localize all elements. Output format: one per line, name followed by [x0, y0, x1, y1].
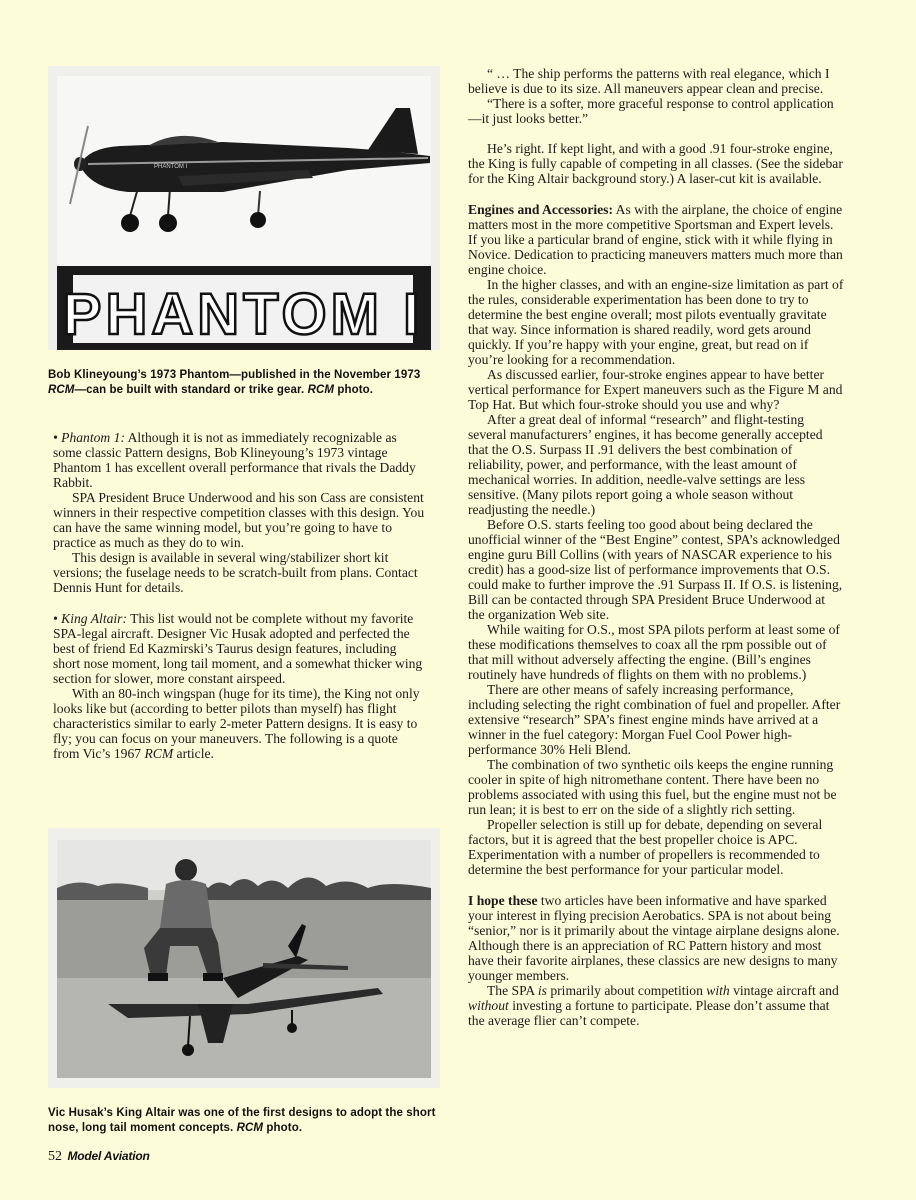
phantom-label: • Phantom 1: [53, 430, 125, 445]
engines-paragraph [468, 202, 844, 277]
page-number: 52 [48, 1149, 62, 1164]
quote-paragraph-1: “ … The ship performs the patterns with real elegance, which I believe is due to its size. All maneuvers appear clean and precise. [468, 66, 830, 96]
caption2-text-a: Vic Husak’s King Altair was one of the first designs to adopt the short nose, long tail moment concepts. [48, 1107, 436, 1134]
closing-text-d: investing a fortune to participate. Please don’t assume that the average flier can’t compete. [468, 998, 830, 1028]
quote-paragraph-2: “There is a softer, more graceful response to control application—it just looks better.” [468, 96, 834, 126]
king-paragraph-2 [53, 686, 427, 761]
king-label: • King Altair: [53, 611, 127, 626]
phantom-text: Although it is not as immediately recognizable as some classic Pattern designs, Bob Klineyoung’s 1973 vintage Phantom 1 has excellent overall performance that rivals the Daddy Rabbit. [53, 430, 416, 490]
king-altair-caption [48, 1106, 440, 1136]
king-magazine: RCM [144, 746, 174, 761]
phantom-photo-art [48, 66, 440, 350]
caption1-text-a: Bob Klineyoung’s 1973 Phantom—published in the November 1973 [48, 369, 421, 381]
phantom-photo [48, 66, 440, 350]
phantom-paragraph [53, 430, 427, 490]
magazine-name: Model Aviation [67, 1149, 150, 1163]
closing-text-c: vintage aircraft and [729, 983, 839, 998]
closing-italic-is: is [537, 983, 547, 998]
engines-paragraph-9: Propeller selection is still up for debate, depending on several factors, but it is agreed that the best propeller choice is APC. Experimentation with a number of propellers is recommended to determine the best performance for your particular model. [468, 817, 823, 877]
king-paragraph [53, 611, 427, 686]
fuselage-label: PHANTOM I [154, 164, 188, 170]
caption2-magazine: RCM [236, 1122, 264, 1134]
king-text-2b: article. [173, 746, 214, 761]
engines-paragraph-2: In the higher classes, and with an engine-size limitation as part of the rules, considerable experimentation has been done to try to determine the best engine overall; most pilots eventually gravitate that way. Since information is shared readily, word gets around quickly. If you’re happy with your engine, great, but read on if you’re looking for a recommendation. [468, 277, 844, 367]
closing-italic-with: with [706, 983, 730, 998]
engines-paragraph-3: As discussed earlier, four-stroke engines appear to have better vertical performance for Expert maneuvers such as the Figure M and Top Hat. But which four-stroke should you use and why? [468, 367, 843, 412]
engines-text: As with the airplane, the choice of engine matters most in the more competitive Sportsman and Expert levels. If you like a particular brand of engine, stick with it while flying in Novice. Dedication to practicing maneuvers matters much more than engine choice. [468, 202, 843, 277]
phantom-paragraph-2: SPA President Bruce Underwood and his son Cass are consistent winners in their respective competition classes with this design. You can have the same winning model, but you’re going to have to practice as much as they do to win. [53, 490, 425, 550]
caption1-magazine: RCM [48, 384, 75, 396]
engines-paragraph-7: There are other means of safely increasing performance, including selecting the right combination of fuel and propeller. After extensive “research” SPA’s finest engine minds have arrived at a winner in the fuel category: Morgan Fuel Cool Power high-performance 30% Heli Blend. [468, 682, 841, 757]
closing-text-a: The SPA [487, 983, 538, 998]
closing-text-b: primarily about competition [546, 983, 707, 998]
phantom-caption [48, 368, 440, 398]
engines-paragraph-4: After a great deal of informal “research” and flight-testing several manufacturers’ engines, it has become generally accepted that the O.S. Surpass II .91 delivers the best combination of reliability, power, and performance, with the least amount of mechanical worries. In addition, needle-valve settings are less sensitive. (Many pilots report going a whole season without readjusting the needle.) [468, 412, 823, 517]
king-altair-photo [48, 828, 440, 1088]
engines-heading: Engines and Accessories: [468, 202, 614, 217]
phantom-banner-text: PHANTOM I [62, 282, 424, 347]
caption1-magazine-2: RCM [307, 384, 335, 396]
closing-paragraph [468, 983, 844, 1028]
king-altair-photo-art [48, 828, 440, 1088]
caption1-text-b: —can be built with standard or trike gear. [74, 384, 308, 396]
phantom-paragraph-3: This design is available in several wing/stabilizer short kit versions; the fuselage needs to be scratch-built from plans. Contact Dennis Hunt for details. [53, 550, 418, 595]
engines-paragraph-6: While waiting for O.S., most SPA pilots perform at least some of these modifications themselves to coax all the rpm possible out of that mill without adversely affecting the engine. (Bill’s engines routinely have hundreds of flights on them with no problems.) [468, 622, 840, 682]
closing-italic-without: without [468, 998, 509, 1013]
page-footer [48, 1149, 150, 1165]
hope-paragraph [468, 893, 844, 983]
right-column [468, 66, 844, 1028]
engines-paragraph-5: Before O.S. starts feeling too good about being declared the unofficial winner of the “Best Engine” contest, SPA’s acknowledged engine guru Bill Collins (with years of NASCAR experience to his credit) has a good-size list of performance improvements that O.S. could make to further improve the .91 Surpass II. If O.S. is listening, Bill can be contacted through SPA President Bruce Underwood at the organization Web site. [468, 517, 843, 622]
left-column [53, 430, 427, 761]
kings-right-paragraph: He’s right. If kept light, and with a good .91 four-stroke engine, the King is fully capable of competing in all classes. (See the sidebar for the King Altair background story.) A laser-cut kit is available. [468, 141, 843, 186]
hope-heading: I hope these [468, 893, 538, 908]
caption1-text-c: photo. [334, 384, 374, 396]
king-text-2a: With an 80-inch wingspan (huge for its time), the King not only looks like but (according to better pilots than myself) has flight characteristics similar to early 2-meter Pattern designs. It is easy to fly; you can focus on your maneuvers. The following is a quote from Vic’s 1967 [53, 686, 420, 761]
caption2-text-b: photo. [263, 1122, 303, 1134]
king-text: This list would not be complete without my favorite SPA-legal aircraft. Designer Vic Husak adopted and perfected the best of friend Ed Kazmirski’s Taurus design features, including short nose moment, long tail moment, and a somewhat thicker wing section for slower, more constant airspeed. [53, 611, 423, 686]
hope-text: two articles have been informative and have sparked your interest in flying precision Aerobatics. SPA is not about being “senior,” nor is it primarily about the vintage airplane designs alone. Although there is an appreciation of RC Pattern history and most have their favorite airplanes, these classics are new designs to many younger members. [468, 893, 840, 983]
engines-paragraph-8: The combination of two synthetic oils keeps the engine running cooler in spite of high nitromethane content. There have been no problems associated with using this fuel, but the engine must not be run lean; it is best to err on the side of a slightly rich setting. [468, 757, 837, 817]
